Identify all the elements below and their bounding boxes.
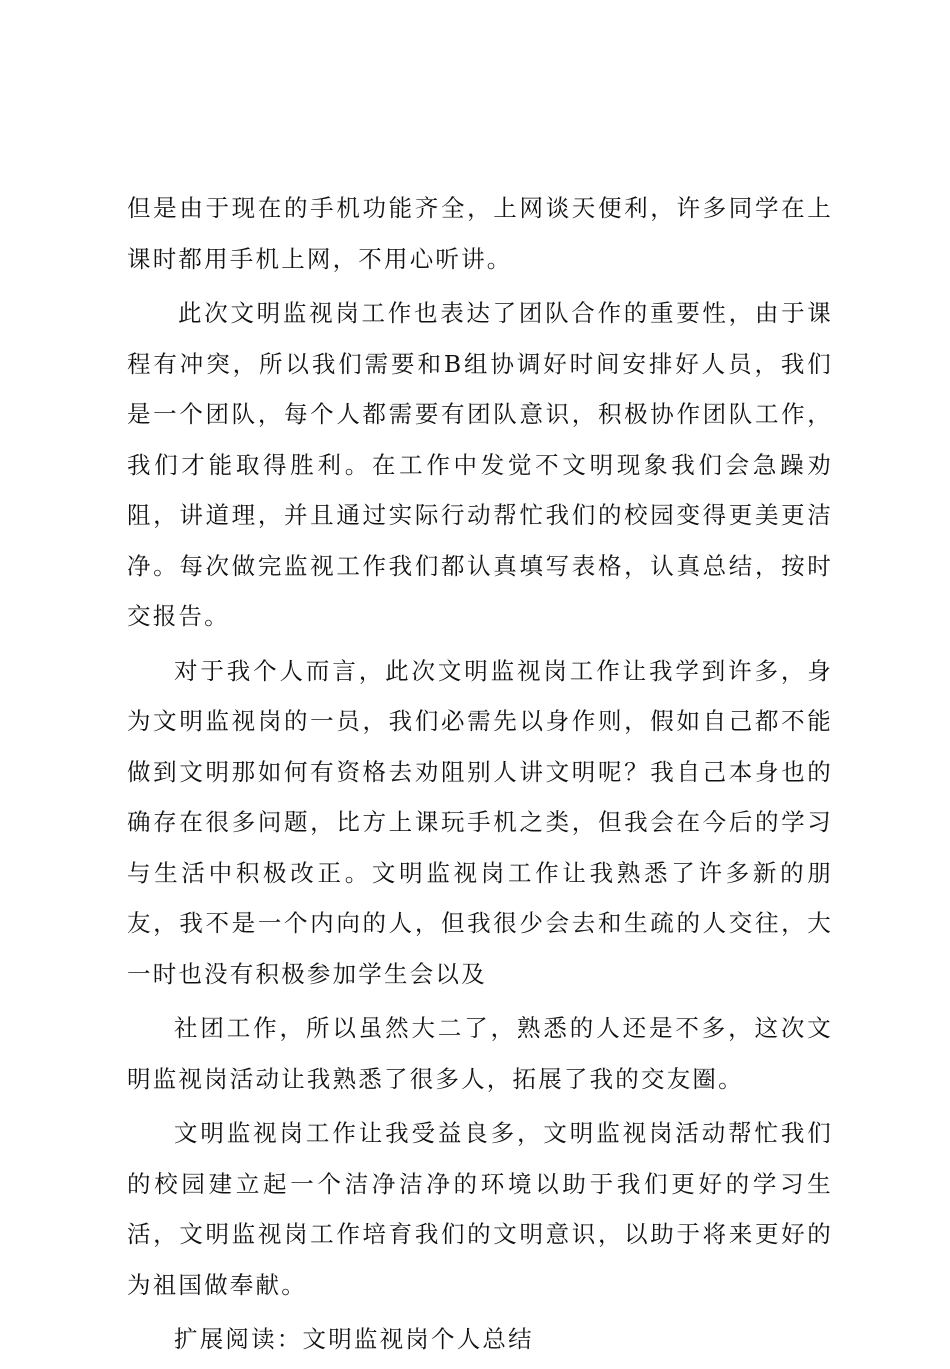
- paragraph-personal: 对于我个人而言，此次文明监视岗工作让我学到许多，身为文明监视岗的一员，我们必需先以身作则，假如自己都不能做到文明那如何有资格去劝阻别人讲文明呢？我自己本身也的确存在很多问题，比方上课玩手机之类，但我会在今后的学习与生活中积极改正。文明监视岗工作让我熟悉了许多新的朋友，我不是一个内向的人，但我很少会去和生疏的人交往，大一时也没有积极参加学生会以及: [127, 656, 833, 988]
- paragraph-continuation: 但是由于现在的手机功能齐全，上网谈天便利，许多同学在上课时都用手机上网，不用心听讲。: [127, 194, 833, 273]
- paragraph-conclusion: 文明监视岗工作让我受益良多，文明监视岗活动帮忙我们的校园建立起一个洁净洁净的环境以助于我们更好的学习生活，文明监视岗工作培育我们的文明意识，以助于将来更好的为祖国做奉献。: [127, 1119, 833, 1299]
- paragraph-social: 社团工作，所以虽然大二了，熟悉的人还是不多，这次文明监视岗活动让我熟悉了很多人，拓展了我的交友圈。: [127, 1014, 833, 1093]
- paragraph-extended-reading: 扩展阅读：文明监视岗个人总结: [174, 1325, 534, 1353]
- paragraph-teamwork: 此次文明监视岗工作也表达了团队合作的重要性，由于课程有冲突，所以我们需要和B组协调好时间安排好人员，我们是一个团队，每个人都需要有团队意识，积极协作团队工作，我们才能取得胜利。在工作中发觉不文明现象我们会急躁劝阻，讲道理，并且通过实际行动帮忙我们的校园变得更美更洁净。每次做完监视工作我们都认真填写表格，认真总结，按时交报告。: [127, 299, 833, 630]
- document-body: [127, 183, 833, 1369]
